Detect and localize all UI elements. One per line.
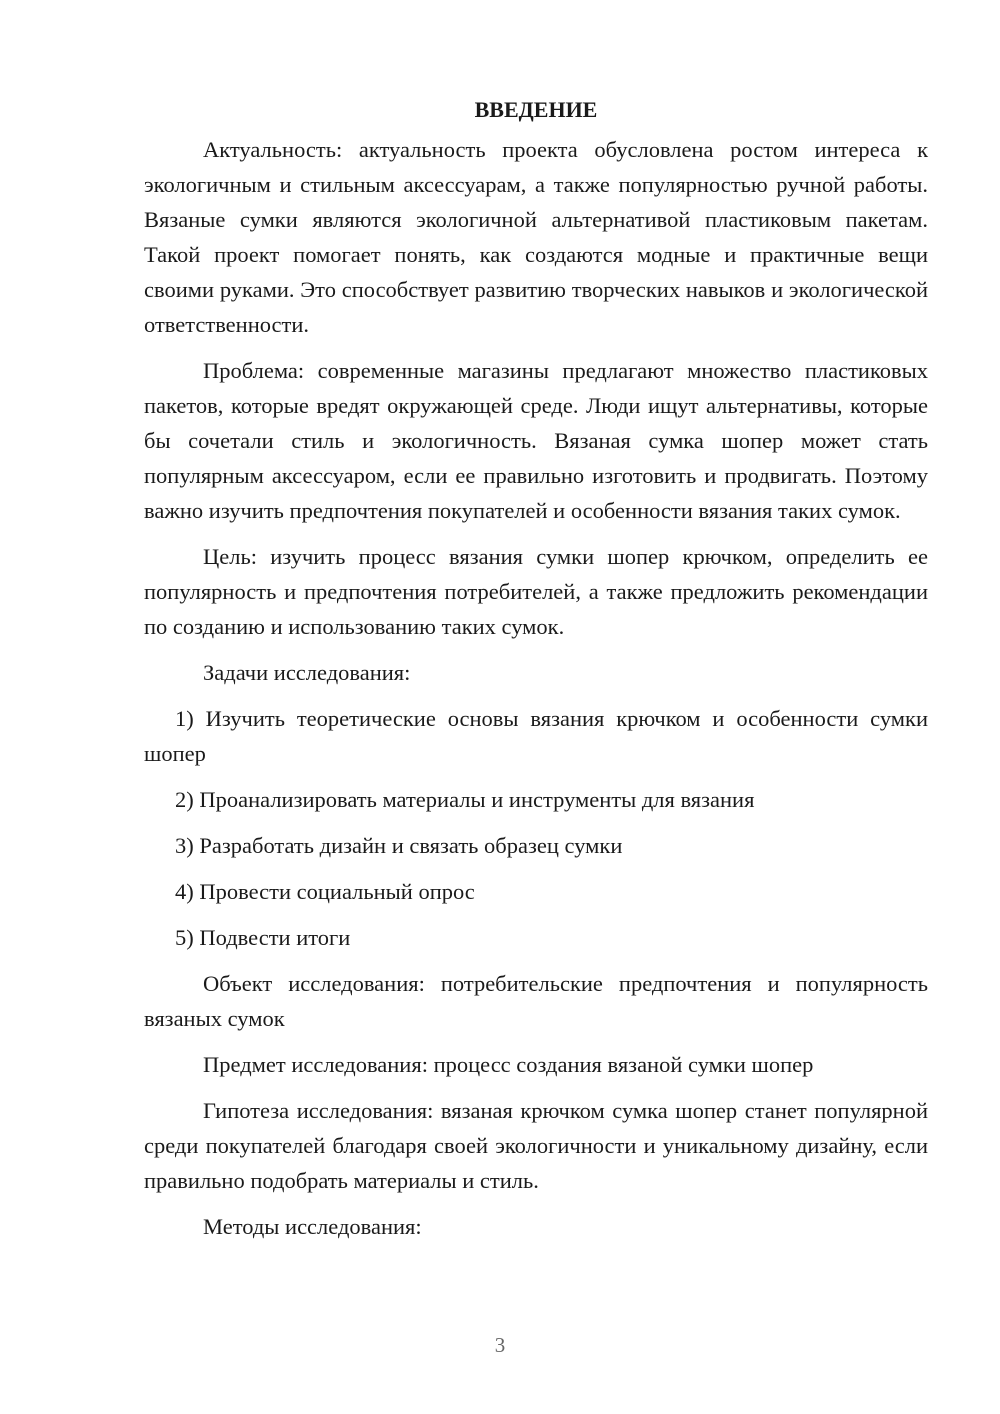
subject-paragraph: Предмет исследования: процесс создания вязаной сумки шопер [203, 1052, 814, 1077]
tasks-title: Задачи исследования: [203, 660, 411, 685]
goal-paragraph: Цель: изучить процесс вязания сумки шопер крючком, определить ее популярность и предпочтения потребителей, а также предложить рекомендации по созданию и использованию таких сумок. [144, 544, 928, 639]
task-item-3: 3) Разработать дизайн и связать образец сумки [175, 833, 623, 858]
methods-title: Методы исследования: [203, 1214, 422, 1239]
hypothesis-paragraph: Гипотеза исследования: вязаная крючком сумка шопер станет популярной среди покупателей благодаря своей экологичности и уникальному дизайну, если правильно подобрать материалы и стиль. [144, 1098, 928, 1193]
document-page [144, 90, 928, 1244]
object-paragraph: Объект исследования: потребительские предпочтения и популярность вязаных сумок [144, 971, 928, 1031]
task-item-2: 2) Проанализировать материалы и инструменты для вязания [175, 787, 755, 812]
page-title: ВВЕДЕНИЕ [474, 97, 598, 122]
task-item-1: 1) Изучить теоретические основы вязания крючком и особенности сумки шопер [144, 706, 928, 766]
page-number: 3 [494, 1333, 506, 1357]
relevance-paragraph: Актуальность: актуальность проекта обусловлена ростом интереса к экологичным и стильным аксессуарам, а также популярностью ручной работы. Вязаные сумки являются экологичной альтернативой пластиковым пакетам. Такой проект помогает понять, как создаются модные и практичные вещи своими руками. Это способствует развитию творческих навыков и экологической ответственности. [144, 137, 928, 337]
problem-paragraph: Проблема: современные магазины предлагают множество пластиковых пакетов, которые вредят окружающей среде. Люди ищут альтернативы, которые бы сочетали стиль и экологичность. Вязаная сумка шопер может стать популярным аксессуаром, если ее правильно изготовить и продвигать. Поэтому важно изучить предпочтения покупателей и особенности вязания таких сумок. [144, 358, 928, 523]
task-item-4: 4) Провести социальный опрос [175, 879, 475, 904]
task-item-5: 5) Подвести итоги [175, 925, 351, 950]
